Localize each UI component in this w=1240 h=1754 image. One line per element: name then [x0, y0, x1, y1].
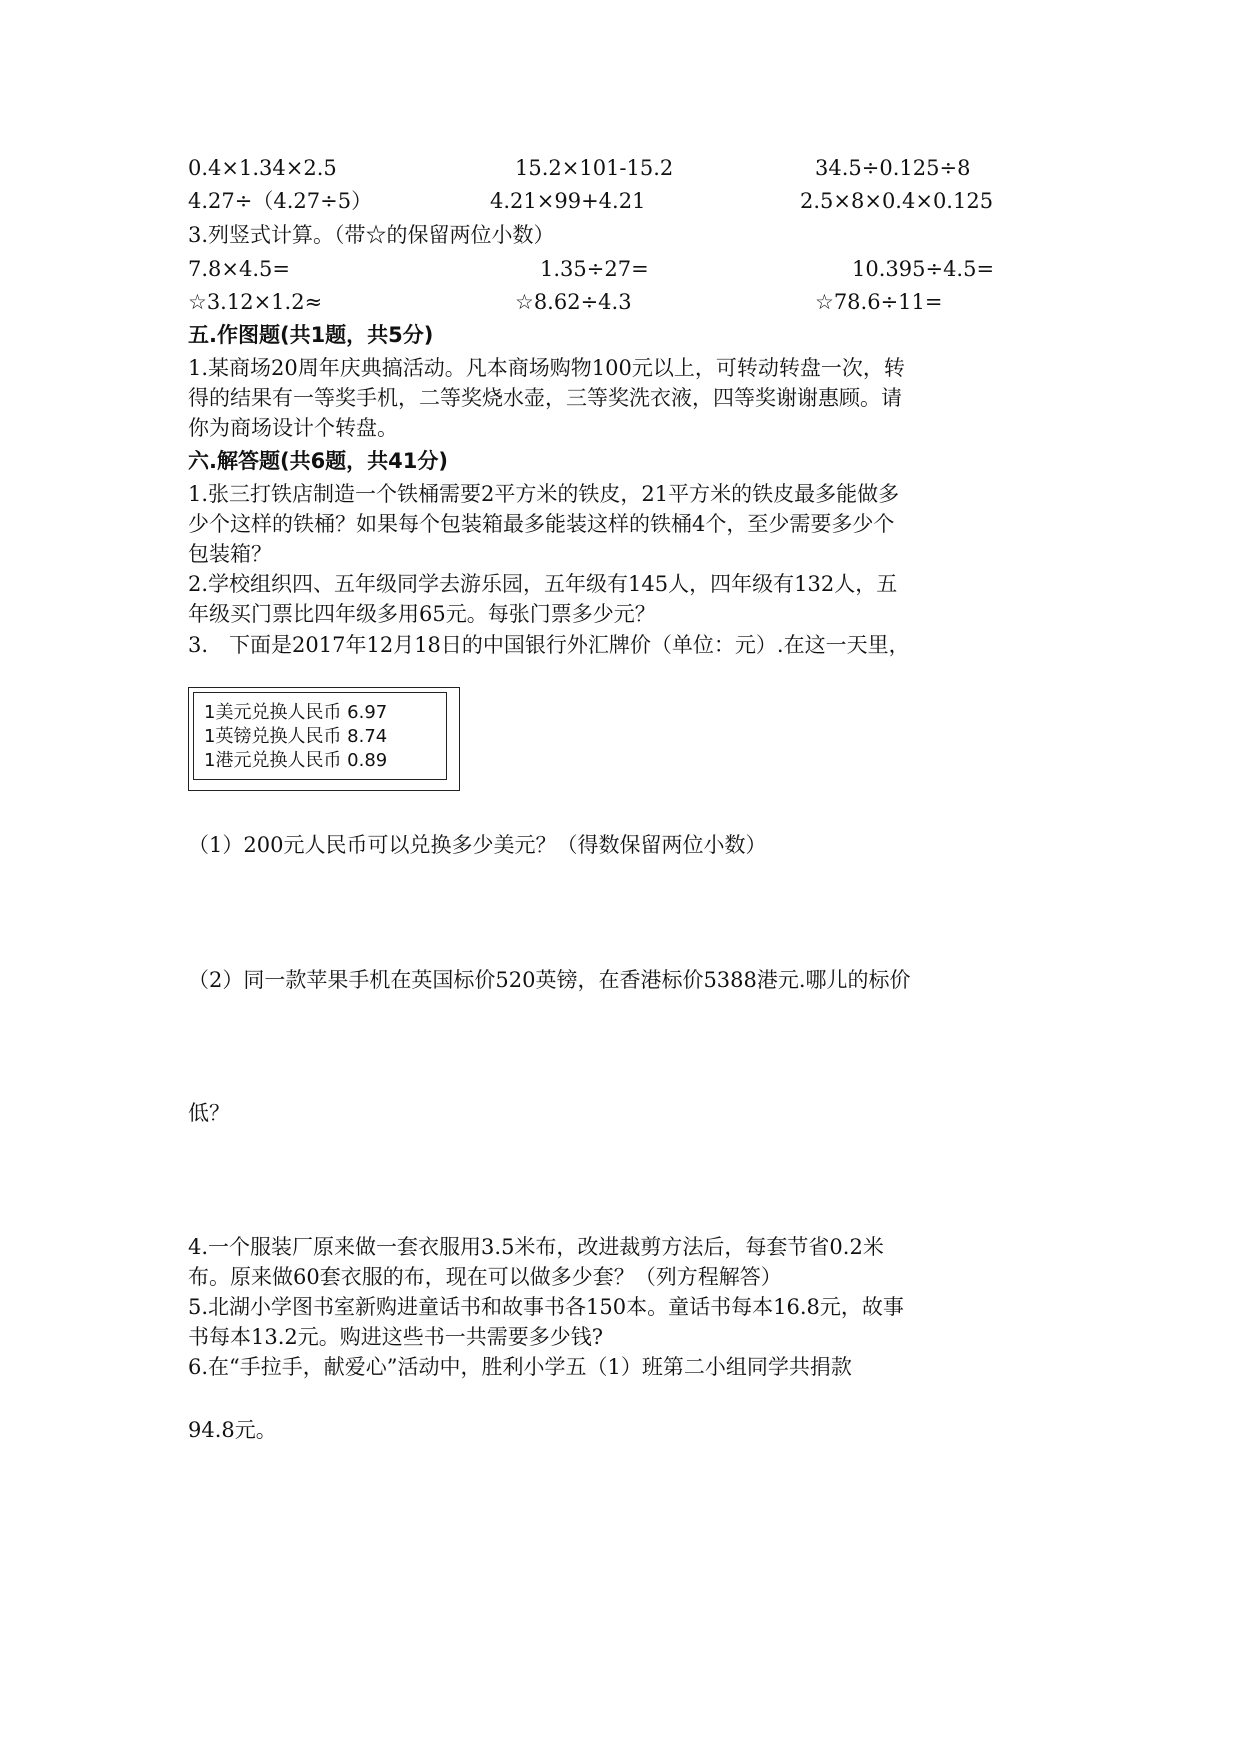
vertical-calc: ☆3.12×1.2≈ [188, 290, 323, 314]
question-text: 你为商场设计个转盘。 [188, 416, 398, 440]
vertical-calc: ☆78.6÷11= [815, 290, 943, 314]
sub-question-continuation: 低？ [188, 1101, 230, 1125]
question-3-title: 3.列竖式计算。（带☆的保留两位小数） [188, 223, 555, 247]
sub-question: （2）同一款苹果手机在英国标价520英镑，在香港标价5388港元.哪儿的标价 [188, 968, 911, 992]
question-text: 书每本13.2元。购进这些书一共需要多少钱? [188, 1325, 604, 1349]
calc-expression: 4.21×99+4.21 [490, 189, 646, 213]
section-heading: 五.作图题(共1题，共5分) [188, 323, 434, 347]
question-text: 年级买门票比四年级多用65元。每张门票多少元？ [188, 602, 656, 626]
vertical-calc: 10.395÷4.5= [852, 257, 995, 281]
calc-expression: 4.27÷（4.27÷5） [188, 189, 373, 213]
question-text: 得的结果有一等奖手机，二等奖烧水壶，三等奖洗衣液，四等奖谢谢惠顾。请 [188, 386, 902, 410]
question-text: 少个这样的铁桶？如果每个包装箱最多能装这样的铁桶4个，至少需要多少个 [188, 512, 895, 536]
exchange-rate-line: 1美元兑换人民币 6.97 [204, 702, 388, 723]
exchange-rate-line: 1港元兑换人民币 0.89 [204, 750, 388, 771]
question-text: 包装箱？ [188, 542, 272, 566]
question-text: 6.在“手拉手，献爱心”活动中，胜利小学五（1）班第二小组同学共捐款 [188, 1355, 852, 1379]
calc-expression: 2.5×8×0.4×0.125 [800, 189, 994, 213]
calc-expression: 34.5÷0.125÷8 [815, 156, 971, 180]
question-text: 4.一个服装厂原来做一套衣服用3.5米布，改进裁剪方法后，每套节省0.2米 [188, 1235, 884, 1259]
calc-expression: 15.2×101-15.2 [515, 156, 674, 180]
section-heading: 六.解答题(共6题，共41分) [188, 449, 449, 473]
question-continuation: 94.8元。 [188, 1418, 277, 1442]
question-text: 2.学校组织四、五年级同学去游乐园，五年级有145人，四年级有132人，五 [188, 572, 898, 596]
exchange-rate-line: 1英镑兑换人民币 8.74 [204, 726, 388, 747]
sub-question: （1）200元人民币可以兑换多少美元？（得数保留两位小数） [188, 833, 767, 857]
exchange-rate-inner [193, 692, 447, 780]
vertical-calc: ☆8.62÷4.3 [515, 290, 632, 314]
question-text: 5.北湖小学图书室新购进童话书和故事书各150本。童话书每本16.8元，故事 [188, 1295, 904, 1319]
exchange-rate-box [188, 687, 460, 791]
question-text: 1.张三打铁店制造一个铁桶需要2平方米的铁皮，21平方米的铁皮最多能做多 [188, 482, 900, 506]
vertical-calc: 1.35÷27= [540, 257, 649, 281]
vertical-calc: 7.8×4.5= [188, 257, 290, 281]
question-text: 3. 下面是2017年12月18日的中国银行外汇牌价（单位：元）.在这一天里， [188, 633, 910, 657]
question-text: 布。原来做60套衣服的布，现在可以做多少套？（列方程解答） [188, 1265, 782, 1289]
question-text: 1.某商场20周年庆典搞活动。凡本商场购物100元以上，可转动转盘一次，转 [188, 356, 905, 380]
calc-expression: 0.4×1.34×2.5 [188, 156, 337, 180]
